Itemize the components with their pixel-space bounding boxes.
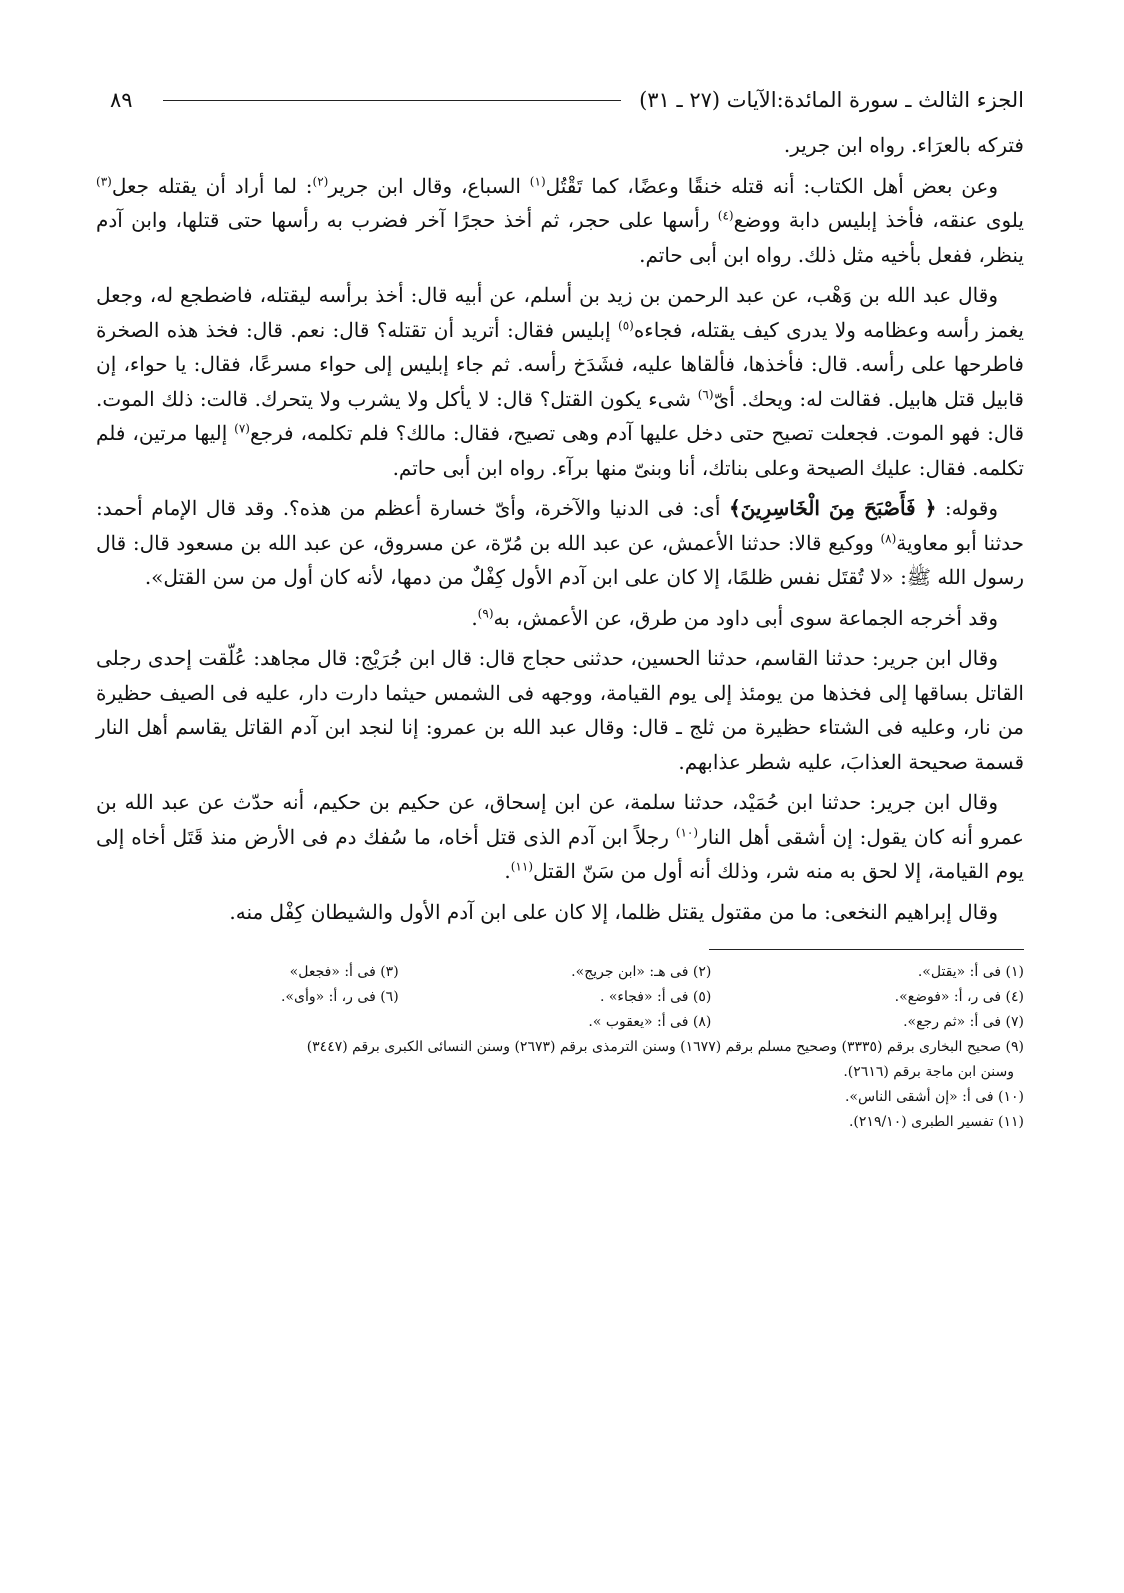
paragraph-text: يلوى عنقه، فأخذ إبليس دابة ووضع xyxy=(733,208,1024,232)
paragraph xyxy=(96,895,1024,930)
footnote-grid xyxy=(96,960,1024,1035)
book-page xyxy=(96,78,1024,1553)
paragraph-text: ووكيع قالا: حدثنا الأعمش، عن عبد الله بن مُرّة، عن مسروق، عن عبد الله بن مسعود قال: قال رسول الله ﷺ: «لا تُقتَل نفس ظلمًا، إلا كان على ابن آدم الأول كِفْلٌ من دمها، لأنه كان أول من سن القتل». xyxy=(96,530,1024,589)
footnote-ref: (١١) xyxy=(510,859,533,874)
paragraph-text: : لما أراد أن يقتله جعل xyxy=(111,173,313,198)
paragraph xyxy=(96,128,1024,163)
paragraph xyxy=(96,601,1024,636)
footnote-3: (٣) فى أ: «فجعل» xyxy=(289,964,399,980)
footnote-ref: (٦) xyxy=(697,386,714,401)
paragraph-text: إبليس فقال: أتريد أن تقتله؟ قال: نعم. قال: فخذ هذه الصخرة فاطرحها على رأسه. قال: فأخذها، فألقاها عليه، فشَدَخ رأسه. ثم جاء إبليس إلى حواء مسرعًا، فقال: يا حواء، إن قابيل قتل هابيل. فقالت له: ويحك. أىّ xyxy=(96,317,1024,411)
paragraph-text: . xyxy=(471,605,478,630)
footnote-ref: (٩) xyxy=(477,605,494,620)
paragraph-text: رجلاً ابن آدم الذى قتل أخاه، ما سُفك دم فى الأرض منذ قَتَل أخاه إلى يوم القيامة، إلا لحق به منه شر، وذلك أنه أول من سَنّ القتل xyxy=(96,824,1024,883)
quran-quote: ﴿ فَأَصْبَحَ مِنَ الْخَاسِرِينَ﴾ xyxy=(728,496,937,520)
footnote-ref: (٥) xyxy=(618,317,634,332)
paragraph-text: وقال ابن جرير: حدثنا ابن حُمَيْد، حدثنا سلمة، عن ابن إسحاق، عن حكيم بن حكيم، أنه حدّث عن عبد الله بن عمرو أنه كان يقول: إن أشقى أهل النار xyxy=(96,790,1024,849)
paragraph-text: أى: فى الدنيا والآخرة، وأىّ خسارة أعظم من هذه؟. وقد قال الإمام أحمد: حدثنا أبو معاوية xyxy=(96,496,1024,555)
paragraph-text: وقال عبد الله بن وَهْب، عن عبد الرحمن بن زيد بن أسلم، عن أبيه قال: أخذ برأسه ليقتله، فاضطجع له، وجعل يغمز رأسه وعظامه ولا يدرى كيف يقتله، فجاءه xyxy=(96,283,1025,342)
footnote-ref: (٤) xyxy=(717,208,734,223)
paragraph xyxy=(96,785,1024,889)
footnote-ref: (٨) xyxy=(880,530,897,545)
footnote-ref: (٣) xyxy=(96,173,112,188)
footnote-ref: (١) xyxy=(529,173,546,188)
paragraph xyxy=(96,169,1024,273)
paragraph xyxy=(96,491,1024,595)
footnote-8: (٨) فى أ: «يعقوب ». xyxy=(588,1014,712,1030)
footnote-ref: (٢) xyxy=(312,173,329,188)
page-number: ٨٩ xyxy=(110,88,133,112)
footnote-7: (٧) فى أ: «ثم رجع». xyxy=(903,1014,1024,1030)
footnote-1: (١) فى أ: «يقتل». xyxy=(917,964,1024,980)
paragraph-text: إليها مرتين، فلم تكلمه. فقال: عليك الصيحة وعلى بناتك، أنا وبنىّ منها برآء. رواه ابن أبى حاتم. xyxy=(96,421,1024,480)
footnote-empty xyxy=(96,1010,399,1035)
footnote-ref: (١٠) xyxy=(675,824,699,839)
paragraph-text: رأسها على حجر، ثم أخذ حجرًا آخر فضرب به رأسها حتى قتلها، وابن آدم ينظر، ففعل بأخيه مثل ذلك. رواه ابن أبى حاتم. xyxy=(96,208,1024,267)
paragraph xyxy=(96,278,1024,485)
paragraph-text: . xyxy=(504,859,511,883)
footnote-2: (٢) فى هـ: «ابن جريج». xyxy=(571,964,712,980)
body-text xyxy=(96,128,1024,929)
paragraph-text: وقال ابن جرير: حدثنا القاسم، حدثنا الحسين، حدثنى حجاج قال: قال ابن جُرَيْج: قال مجاهد: عُلّقت إحدى رجلى القاتل بساقها إلى فخذها من يومئذ إلى يوم القيامة، ووجهه فى الشمس حيثما دارت دار، عليه فى الصيف حظيرة من نار، وعليه فى الشتاء حظيرة من ثلج ـ قال: وقال عبد الله بن عمرو: إنا لنجد ابن آدم القاتل يقاسم أهل النار قسمة صحيحة العذابَ، عليه شطر عذابهم. xyxy=(96,646,1024,774)
footnote-4: (٤) فى ر، أ: «فوضع». xyxy=(894,989,1024,1005)
footnote-ref: (٧) xyxy=(234,421,250,436)
footnote-11: (١١) تفسير الطبرى (٢١٩/١٠). xyxy=(848,1114,1024,1130)
paragraph-text: وقال إبراهيم النخعى: ما من مقتول يقتل ظلما، إلا كان على ابن آدم الأول والشيطان كِفْل منه. xyxy=(229,899,998,924)
paragraph-text: وقد أخرجه الجماعة سوى أبى داود من طرق، عن الأعمش، به xyxy=(493,605,998,630)
paragraph-text: السباع، وقال ابن جرير xyxy=(328,173,530,198)
running-title: الجزء الثالث ـ سورة المائدة:الآيات (٢٧ ـ ٣١) xyxy=(639,88,1024,112)
header-rule xyxy=(163,100,622,101)
page-header xyxy=(96,78,1024,122)
paragraph-text: وعن بعض أهل الكتاب: أنه قتله خنقًا وعضًا، كما تَقْتُل xyxy=(545,173,999,198)
paragraph-text: فتركه بالعرَاء. رواه ابن جرير. xyxy=(783,133,1024,157)
footnote-separator xyxy=(709,949,1024,950)
footnote-9-continued: وسنن ابن ماجة برقم (٢٦١٦). xyxy=(843,1064,1014,1080)
paragraph-text: وقوله: xyxy=(936,496,999,520)
footnote-6: (٦) فى ر، أ: «وأى». xyxy=(280,989,399,1005)
footnote-5: (٥) فى أ: «فجاء» . xyxy=(599,989,712,1005)
footnotes xyxy=(96,960,1024,1135)
paragraph-text: شىء يكون القتل؟ قال: لا يأكل ولا يشرب ولا يتحرك. قالت: ذلك الموت. قال: فهو الموت. فجعلت تصيح حتى دخل عليها آدم وهى تصيح، فقال: مالك؟ فلم تكلمه، فرجع xyxy=(96,386,1025,445)
paragraph xyxy=(96,641,1024,779)
footnote-9: (٩) صحيح البخارى برقم (٣٣٣٥) وصحيح مسلم برقم (١٦٧٧) وسنن الترمذى برقم (٢٦٧٣) وسنن النسائى الكبرى برقم (٣٤٤٧) xyxy=(306,1039,1024,1055)
footnote-10: (١٠) فى أ: «إن أشقى الناس». xyxy=(844,1089,1024,1105)
